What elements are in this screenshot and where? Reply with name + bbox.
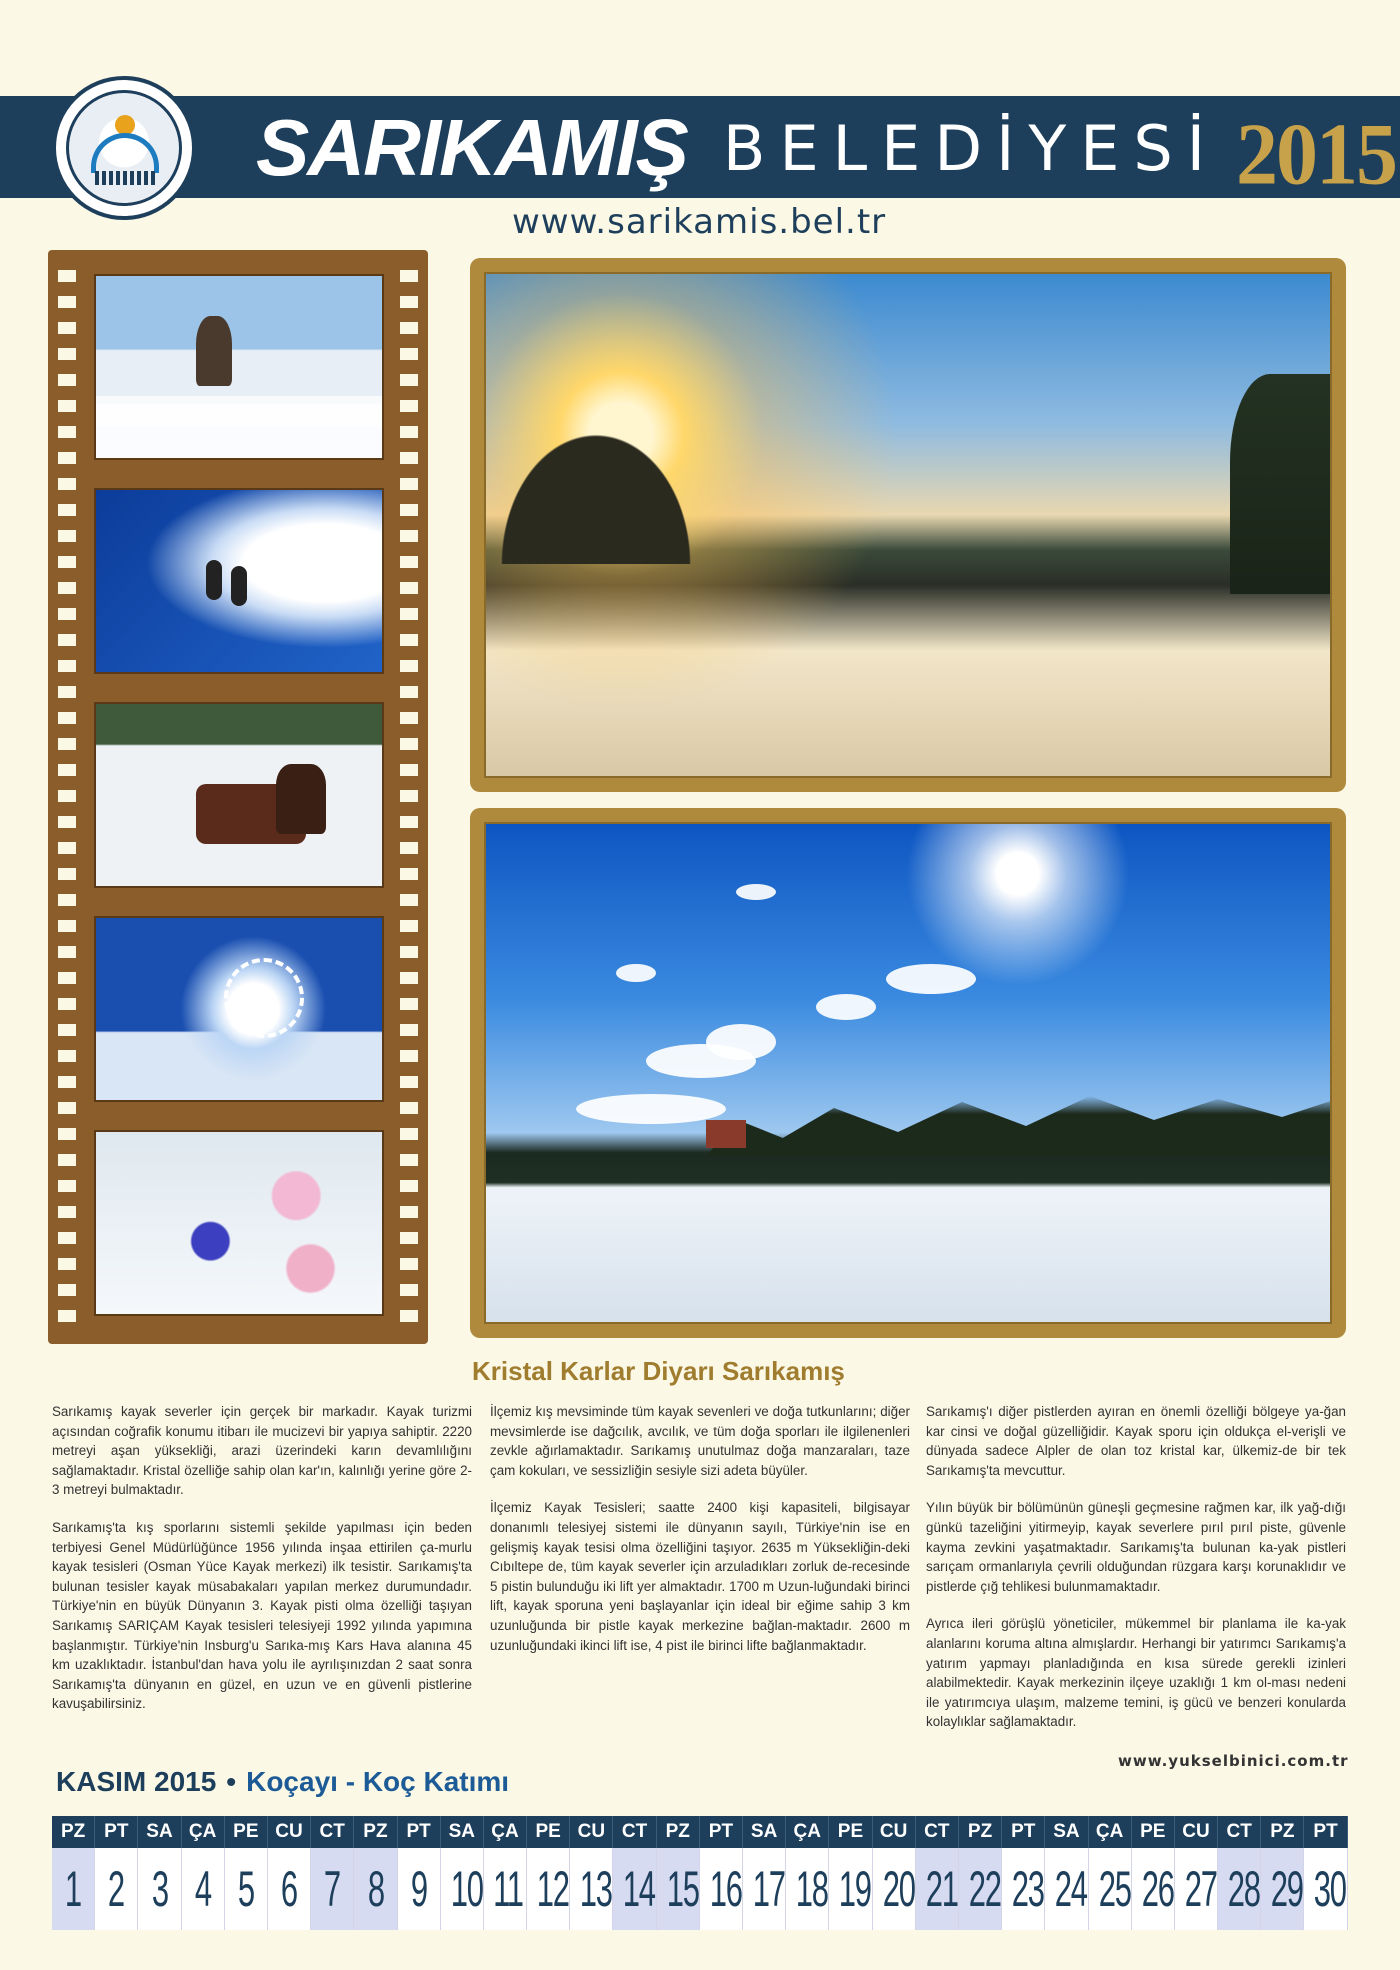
day-number-text: 16 bbox=[709, 1861, 742, 1917]
photo-frame-sunset bbox=[470, 258, 1346, 792]
paragraph: Sarıkamış kayak severler için gerçek bir markadır. Kayak turizmi açısından coğrafik konumu itibarı ile mucizevi bir yapıya sahiptir. 2220 metreyi aşan yüksekliği, arazi üzerindeki karın devamlılığını sağlamaktadır. Kristal özelliğe sahip olan kar'ın, kalınlığı yerine göre 2-3 metreyi bulmaktadır. bbox=[52, 1404, 472, 1498]
weekday-label: PE bbox=[225, 1816, 268, 1848]
day-number bbox=[311, 1848, 354, 1930]
brand-name: SARIKAMIŞ bbox=[256, 103, 687, 192]
weekday-label: PE bbox=[829, 1816, 872, 1848]
weekday-label: ÇA bbox=[484, 1816, 527, 1848]
weekday-label: SA bbox=[138, 1816, 181, 1848]
weekday-label: SA bbox=[743, 1816, 786, 1848]
day-number-text: 3 bbox=[151, 1861, 168, 1917]
film-holes-left bbox=[58, 270, 76, 1324]
calendar-day bbox=[182, 1816, 225, 1930]
paragraph: Ayrıca ileri görüşlü yöneticiler, mükemmel bir planlama ile ka-yak alanlarını koruma altına almışlardır. Herhangi bir yatırımcı Sarıkamış'a yatırım yapmayı planladığında en kısa sürede gerekli izinleri alabilmektedir. Kayak merkezinin ilçeye uzaklığı 1 km ol-ması nedeni ile yatırımcıya ulaşım, malzeme temini, iş gücü ve benzeri konularda kolaylıklar sağlamaktadır. bbox=[926, 1616, 1346, 1730]
day-number bbox=[1304, 1848, 1347, 1930]
calendar-day bbox=[613, 1816, 656, 1930]
day-number-text: 1 bbox=[65, 1861, 82, 1917]
brand-subtitle: BELEDİYESİ bbox=[722, 111, 1220, 185]
website-url[interactable]: www.sarikamis.bel.tr bbox=[512, 202, 887, 242]
day-number-text: 7 bbox=[324, 1861, 341, 1917]
calendar-day bbox=[1002, 1816, 1045, 1930]
day-number bbox=[484, 1848, 527, 1930]
month-name: KASIM 2015 bbox=[56, 1766, 217, 1797]
weekday-label: CU bbox=[873, 1816, 916, 1848]
calendar-day bbox=[700, 1816, 743, 1930]
weekday-label: CU bbox=[1175, 1816, 1218, 1848]
paragraph: İlçemiz Kayak Tesisleri; saatte 2400 kişi kapasiteli, bilgisayar donanımlı telesiyej sistemi ile dünyanın sayılı, Türkiye'nin ise en gelişmiş kayak tesisi olma özelliğini taşıyor. 2635 m Yüksekliğin-deki Cıbıltepe de, tüm kayak severler için arzuladıkları zorluk de-recesinde 5 pistin bulunduğu iki lift yer almaktadır. 1700 m Uzun-luğundaki birinci lift, kayak sporuna yeni başlayanlar için ideal bir eğime sahip 3 km uzunluğunda bir pistle kayak merkezine bağlan-maktadır. 2600 m uzunluğundaki ikinci lift ise, 4 pist ile birinci lifte bağlanmaktadır. bbox=[490, 1500, 910, 1653]
day-number-text: 8 bbox=[367, 1861, 384, 1917]
calendar-day bbox=[225, 1816, 268, 1930]
photo-horse-rider bbox=[94, 274, 384, 460]
day-number bbox=[873, 1848, 916, 1930]
paragraph: İlçemiz kış mevsiminde tüm kayak sevenleri ve doğa tutkunlarını; diğer mevsimlerde ise dağcılık, avcılık, ve tüm doğa sporları ile ilgilenenleri zevkle ağırlamaktadır. Sarıkamış unutulmaz doğa manzaraları, taze çam kokuları, ve sessizliğin sesiyle sizi adeta büyüler. bbox=[490, 1404, 910, 1478]
calendar-day bbox=[138, 1816, 181, 1930]
calendar-day bbox=[743, 1816, 786, 1930]
day-number bbox=[613, 1848, 656, 1930]
day-number bbox=[138, 1848, 181, 1930]
day-number-text: 15 bbox=[666, 1861, 699, 1917]
paragraph: Yılın büyük bir bölümünün güneşli geçmesine rağmen kar, ilk yağ-dığı günkü tazeliğini yitirmeyip, kayak severlere pırıl pırıl piste, güvenle kayma zevkini yaşatmaktadır. Sarıkamış'ta bulunan ka-yak pistleri sarıçam ormanlarıyla çevrili olduğundan rüzgara karşı korunaklıdır ve pistlerde çığ tehlikesi bulunmamaktadır. bbox=[926, 1500, 1346, 1594]
calendar-year: 2015 bbox=[1236, 105, 1396, 204]
calendar-day bbox=[484, 1816, 527, 1930]
day-number-text: 20 bbox=[882, 1861, 915, 1917]
day-number-text: 18 bbox=[795, 1861, 829, 1917]
municipality-logo-icon bbox=[52, 76, 196, 220]
day-number-text: 29 bbox=[1271, 1861, 1304, 1917]
calendar-day bbox=[916, 1816, 959, 1930]
day-number bbox=[570, 1848, 613, 1930]
title-separator: • bbox=[226, 1766, 237, 1797]
photo-winter-sunset bbox=[484, 272, 1332, 778]
day-number bbox=[786, 1848, 829, 1930]
weekday-label: PZ bbox=[354, 1816, 397, 1848]
brand-title bbox=[256, 100, 1219, 196]
calendar-day bbox=[398, 1816, 441, 1930]
day-number bbox=[829, 1848, 872, 1930]
month-title bbox=[56, 1766, 509, 1798]
weekday-label: SA bbox=[1045, 1816, 1088, 1848]
day-number bbox=[959, 1848, 1002, 1930]
weekday-label: SA bbox=[441, 1816, 484, 1848]
day-number-text: 4 bbox=[194, 1861, 211, 1917]
day-number-text: 2 bbox=[108, 1861, 125, 1917]
day-number-text: 26 bbox=[1141, 1861, 1174, 1917]
calendar-day bbox=[1175, 1816, 1218, 1930]
calendar-day bbox=[95, 1816, 138, 1930]
day-number-text: 21 bbox=[925, 1861, 958, 1917]
weekday-label: PT bbox=[398, 1816, 441, 1848]
calendar-day bbox=[657, 1816, 700, 1930]
weekday-label: CT bbox=[311, 1816, 354, 1848]
photo-frame-ski-slope bbox=[470, 808, 1346, 1338]
day-number bbox=[95, 1848, 138, 1930]
day-number-text: 11 bbox=[492, 1861, 523, 1917]
day-number bbox=[657, 1848, 700, 1930]
calendar-day bbox=[441, 1816, 484, 1930]
calendar-day bbox=[959, 1816, 1002, 1930]
calendar-strip bbox=[52, 1816, 1348, 1930]
calendar-day bbox=[268, 1816, 311, 1930]
day-number bbox=[1089, 1848, 1132, 1930]
weekday-label: ÇA bbox=[786, 1816, 829, 1848]
day-number-text: 30 bbox=[1314, 1861, 1347, 1917]
day-number-text: 17 bbox=[752, 1861, 785, 1917]
day-number-text: 9 bbox=[410, 1861, 427, 1917]
weekday-label: ÇA bbox=[182, 1816, 225, 1848]
day-number-text: 22 bbox=[968, 1861, 1001, 1917]
calendar-day bbox=[311, 1816, 354, 1930]
photo-frosted-branches bbox=[94, 488, 384, 674]
day-number-text: 6 bbox=[281, 1861, 298, 1917]
day-number bbox=[1002, 1848, 1045, 1930]
weekday-label: PZ bbox=[959, 1816, 1002, 1848]
weekday-label: CU bbox=[268, 1816, 311, 1848]
photo-ski-slope bbox=[484, 822, 1332, 1324]
day-number bbox=[700, 1848, 743, 1930]
article-column-2 bbox=[490, 1402, 910, 1673]
day-number bbox=[527, 1848, 570, 1930]
day-number bbox=[354, 1848, 397, 1930]
calendar-day bbox=[1218, 1816, 1261, 1930]
calendar-day bbox=[1261, 1816, 1304, 1930]
weekday-label: ÇA bbox=[1089, 1816, 1132, 1848]
day-number-text: 19 bbox=[839, 1861, 872, 1917]
weekday-label: PE bbox=[527, 1816, 570, 1848]
day-number bbox=[1261, 1848, 1304, 1930]
designer-credit-url[interactable]: www.yukselbinici.com.tr bbox=[1118, 1752, 1349, 1770]
weekday-label: PZ bbox=[52, 1816, 95, 1848]
calendar-day bbox=[829, 1816, 872, 1930]
day-number bbox=[268, 1848, 311, 1930]
photo-snowflake bbox=[94, 916, 384, 1102]
day-number bbox=[743, 1848, 786, 1930]
weekday-label: PE bbox=[1132, 1816, 1175, 1848]
month-subtitle: Koçayı - Koç Katımı bbox=[246, 1766, 510, 1797]
calendar-day bbox=[873, 1816, 916, 1930]
day-number-text: 13 bbox=[580, 1861, 613, 1917]
article-column-1 bbox=[52, 1402, 472, 1732]
calendar-day bbox=[1045, 1816, 1088, 1930]
calendar-day bbox=[786, 1816, 829, 1930]
day-number-text: 5 bbox=[237, 1861, 254, 1917]
article-column-3 bbox=[926, 1402, 1346, 1750]
weekday-label: PT bbox=[95, 1816, 138, 1848]
day-number bbox=[1132, 1848, 1175, 1930]
weekday-label: PT bbox=[1304, 1816, 1347, 1848]
day-number-text: 27 bbox=[1184, 1861, 1217, 1917]
photo-horse-sleigh bbox=[94, 702, 384, 888]
day-number bbox=[1175, 1848, 1218, 1930]
day-number-text: 10 bbox=[450, 1861, 483, 1917]
weekday-label: CT bbox=[916, 1816, 959, 1848]
day-number-text: 24 bbox=[1055, 1861, 1088, 1917]
weekday-label: CU bbox=[570, 1816, 613, 1848]
weekday-label: PZ bbox=[657, 1816, 700, 1848]
day-number bbox=[52, 1848, 95, 1930]
weekday-label: PZ bbox=[1261, 1816, 1304, 1848]
day-number-text: 23 bbox=[1011, 1861, 1044, 1917]
day-number-text: 14 bbox=[623, 1861, 656, 1917]
day-number-text: 12 bbox=[536, 1861, 569, 1917]
day-number bbox=[398, 1848, 441, 1930]
calendar-day bbox=[1089, 1816, 1132, 1930]
day-number bbox=[916, 1848, 959, 1930]
calendar-day bbox=[52, 1816, 95, 1930]
article-title: Kristal Karlar Diyarı Sarıkamış bbox=[472, 1356, 845, 1386]
film-strip bbox=[48, 250, 428, 1344]
paragraph: Sarıkamış'ı diğer pistlerden ayıran en önemli özelliği bölgeye ya-ğan kar cinsi ve doğal güzelliğidir. Kayak sporu için oldukça el-verişli ve dünyada sadece Alpler de olan toz kristal kar, ülkemiz-de bir tek Sarıkamış'ta mevcuttur. bbox=[926, 1404, 1346, 1478]
day-number-text: 28 bbox=[1227, 1861, 1260, 1917]
day-number bbox=[1218, 1848, 1261, 1930]
paragraph: Sarıkamış'ta kış sporlarını sistemli şekilde yapılması için beden terbiyesi Genel Müdürlüğünce 1956 yılında inşaa ettirilen ça-murlu kayak tesisleri (Osman Yüce Kayak merkezi) ilk tesistir. Sarıkamış'ta bulunan tesisler kayak müsabakaları yapılan merkez durumundadır. Türkiye'nin en büyük Dünyanın 3. Kayak pisti olma özelliği taşıyan Sarıkamış SARIÇAM Kayak tesisleri telesiyeji 1992 yılında yapımına başlanmıştır. Türkiye'nin Insburg'u Sarıka-mış Kars Hava alanına 45 km uzaklıktadır. İstanbul'dan hava yolu ile ayrılışınızdan 2 saat sonra Sarıkamış'ta dünyanın en güzel, en uzun ve en güvenli pistlerine kavuşabilirsiniz. bbox=[52, 1519, 472, 1712]
day-number bbox=[1045, 1848, 1088, 1930]
day-number-text: 25 bbox=[1098, 1861, 1131, 1917]
day-number bbox=[441, 1848, 484, 1930]
day-number bbox=[182, 1848, 225, 1930]
weekday-label: PT bbox=[700, 1816, 743, 1848]
calendar-day bbox=[527, 1816, 570, 1930]
day-number bbox=[225, 1848, 268, 1930]
calendar-day bbox=[1132, 1816, 1175, 1930]
calendar-day bbox=[570, 1816, 613, 1930]
calendar-day bbox=[1304, 1816, 1347, 1930]
weekday-label: CT bbox=[613, 1816, 656, 1848]
film-holes-right bbox=[400, 270, 418, 1324]
weekday-label: CT bbox=[1218, 1816, 1261, 1848]
calendar-day bbox=[354, 1816, 397, 1930]
photo-spring-flowers bbox=[94, 1130, 384, 1316]
weekday-label: PT bbox=[1002, 1816, 1045, 1848]
